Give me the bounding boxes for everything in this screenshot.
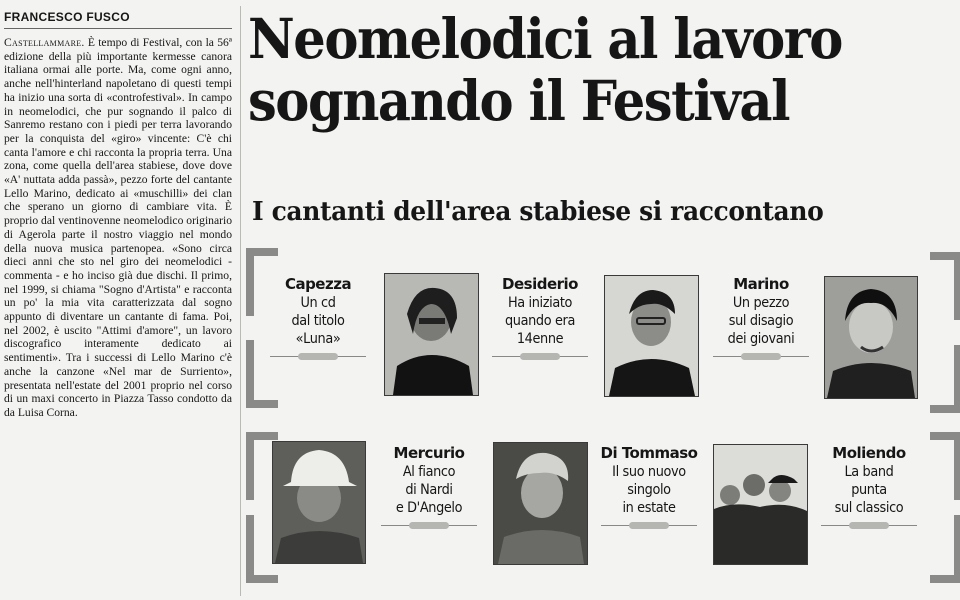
singer-blurb-line: di Nardi [405, 482, 453, 498]
singer-name: Moliendo [832, 444, 906, 462]
singer-blurb-line: dei giovani [727, 331, 795, 347]
singer-card-mercurio [374, 444, 484, 530]
corner-bracket-lower-right [930, 432, 960, 500]
card-divider [713, 353, 809, 361]
headline-line-1: Neomelodici al lavoro [248, 6, 842, 71]
singer-blurb-line: sul disagio [728, 313, 794, 329]
singer-blurb-line: Il suo nuovo [612, 464, 686, 480]
singer-blurb-line: singolo [627, 482, 671, 498]
singer-blurb-line: Al fianco [402, 464, 456, 480]
corner-bracket-top-right [930, 252, 960, 320]
portrait-image [273, 442, 365, 563]
singer-card-moliendo [814, 444, 924, 530]
byline: FRANCESCO FUSCO [4, 10, 130, 24]
photo-moliendo-band [713, 444, 808, 565]
byline-rule [4, 28, 232, 29]
card-divider [270, 353, 366, 361]
photo-di-tommaso [493, 442, 588, 565]
singer-card-desiderio [485, 275, 595, 361]
article-body-text: È tempo di Festival, con la 56ª edizione della più importante kermesse canora italiana ormai alle porte. Ma, come ogni anno, anche nell'hinterland napoletano di questi tempi ha inizio una sorta di «controfestival». In campo in neomelodici, che pur sognando il palco di Sanremo restano con i piedi per terra lavorando per la conquista del «giro» vincente: C'è chi canta l'amore e chi racconta la propria terra. Una zona, come quella dell'area stabiese, dove dove «A' nuttata adda passà», pezzo forte del cantante Lello Marino, dedicato ai «muschilli» dei clan che sperano un giorno di cambiare vita. È proprio dal ventinovenne neomelodico originario di Agerola parte il nostro viaggio nel mondo della nuova musica partenopea. «Sono circa dieci anni che sto nel giro dei neomelodici - commenta - e ho inciso già due dischi. Il primo, nel 1999, si chiama "Sogno d'Artista" e racconta un po' la mia vita caratterizzata dal sogno appunto di diventare un cantante di fama. Poi, nel 2002, è uscito "Attimi d'amore", un lavoro discografico interamente dedicato ai sentimenti». Tra i successi di Lello Marino c'è anche la canzone «Nel mar de Surriento», presentata nell'estate del 2001 proprio nel corso di un maxi concerto in Piazza Tasso condotto da da Luisa Corna. [4, 36, 232, 419]
singer-name: Desiderio [502, 275, 578, 293]
headline [248, 8, 910, 132]
singer-name: Mercurio [393, 444, 465, 462]
portrait-image [494, 443, 587, 564]
corner-bracket-mid-right [930, 345, 960, 413]
subheadline: I cantanti dell'area stabiese si raccontano [252, 197, 824, 227]
portrait-image [385, 274, 478, 395]
headline-line-2: sognando il Festival [248, 68, 790, 133]
singer-blurb-line: quando era [504, 313, 575, 329]
singer-blurb-line: La band [844, 464, 894, 480]
singer-blurb-line: Un pezzo [732, 295, 790, 311]
singer-card-marino [706, 275, 816, 361]
portrait-image [605, 276, 698, 396]
column-divider [240, 6, 241, 596]
singer-blurb-line: e D'Angelo [395, 500, 463, 516]
singer-name: Marino [733, 275, 789, 293]
singer-blurb-line: in estate [622, 500, 676, 516]
article-body [4, 36, 232, 596]
card-divider [492, 353, 588, 361]
singer-name: Capezza [284, 275, 352, 293]
singer-card-capezza [263, 275, 373, 361]
card-divider [601, 522, 697, 530]
portrait-image [825, 277, 917, 398]
card-divider [821, 522, 917, 530]
corner-bracket-bottom-right [930, 515, 960, 583]
singer-blurb-line: punta [851, 482, 887, 498]
singer-card-di-tommaso [594, 444, 704, 530]
singer-blurb-line: Un cd [300, 295, 336, 311]
singer-blurb-line: 14enne [516, 331, 564, 347]
singer-blurb-line: Ha iniziato [507, 295, 573, 311]
photo-mercurio [272, 441, 366, 564]
dateline: Castellammare. [4, 36, 85, 49]
photo-desiderio [604, 275, 699, 397]
singer-blurb-line: sul classico [834, 500, 904, 516]
singer-blurb-line: dal titolo [291, 313, 345, 329]
photo-marino [824, 276, 918, 399]
card-divider [381, 522, 477, 530]
photo-capezza [384, 273, 479, 396]
group-photo-image [714, 445, 807, 564]
singer-name: Di Tommaso [600, 444, 698, 462]
singer-blurb-line: «Luna» [295, 331, 341, 347]
